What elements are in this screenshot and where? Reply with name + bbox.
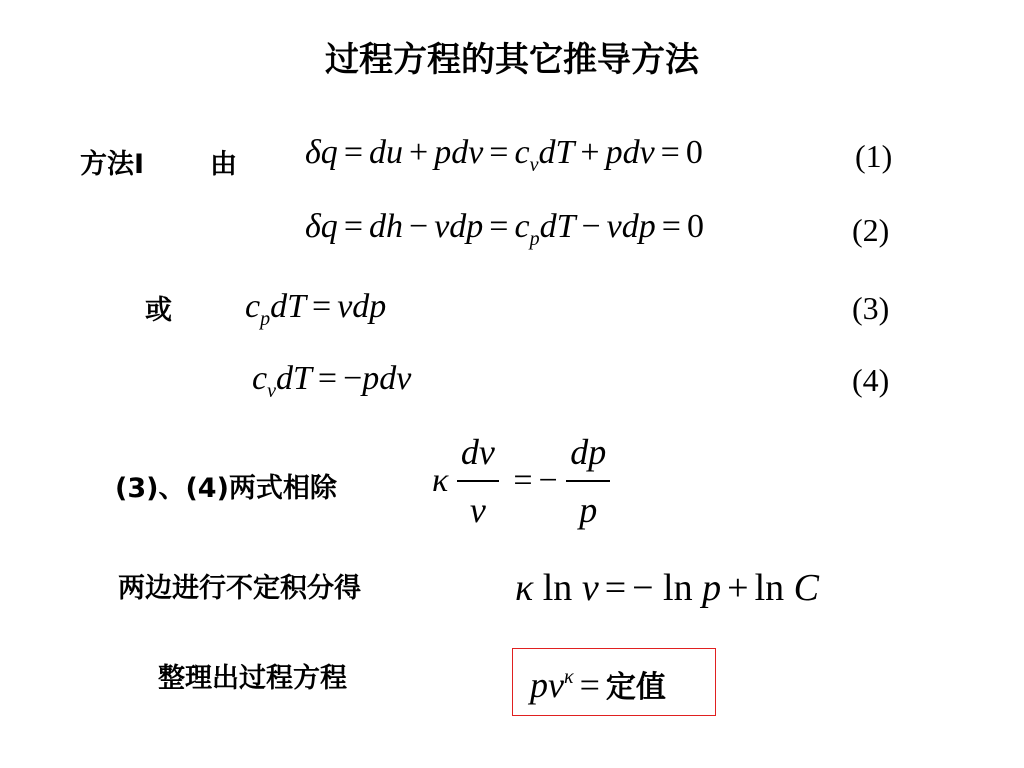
equation-4: $c_vdT = -pdv$ [252, 360, 412, 402]
equation-number-4: (4) [852, 362, 890, 398]
or-label: 或 [145, 295, 172, 326]
divide-label: (3)、(4)两式相除 [115, 473, 337, 504]
page-title: 过程方程的其它推导方法 [325, 40, 699, 80]
equation-1: δq = du + pdv = $c_vdT$ + pdv = 0 [305, 134, 703, 176]
integrate-label: 两边进行不定积分得 [118, 573, 361, 604]
equation-result: $pv^\kappa$ = 定值 [530, 665, 666, 705]
from-label: 由 [210, 149, 237, 180]
equation-number-2: (2) [852, 212, 890, 248]
equation-number-3: (3) [852, 290, 890, 326]
equation-number-1: (1) [855, 138, 893, 174]
equation-ratio: κ $\frac{dv}{v}$ = − $\frac{dp}{p}$ [432, 430, 610, 532]
equation-integral: κ ln v = − ln p + ln C [515, 567, 819, 609]
fraction-dv-v: $\frac{dv}{v}$ [457, 430, 499, 532]
equation-3: $c_pdT$ = vdp [245, 288, 387, 330]
fraction-dp-p: $\frac{dp}{p}$ [566, 430, 610, 532]
equation-2: δq = dh − vdp = $c_pdT$ − vdp = 0 [305, 208, 704, 250]
method-label: 方法Ⅰ [80, 149, 145, 180]
constant-label: 定值 [605, 670, 666, 705]
result-label: 整理出过程方程 [158, 663, 347, 694]
